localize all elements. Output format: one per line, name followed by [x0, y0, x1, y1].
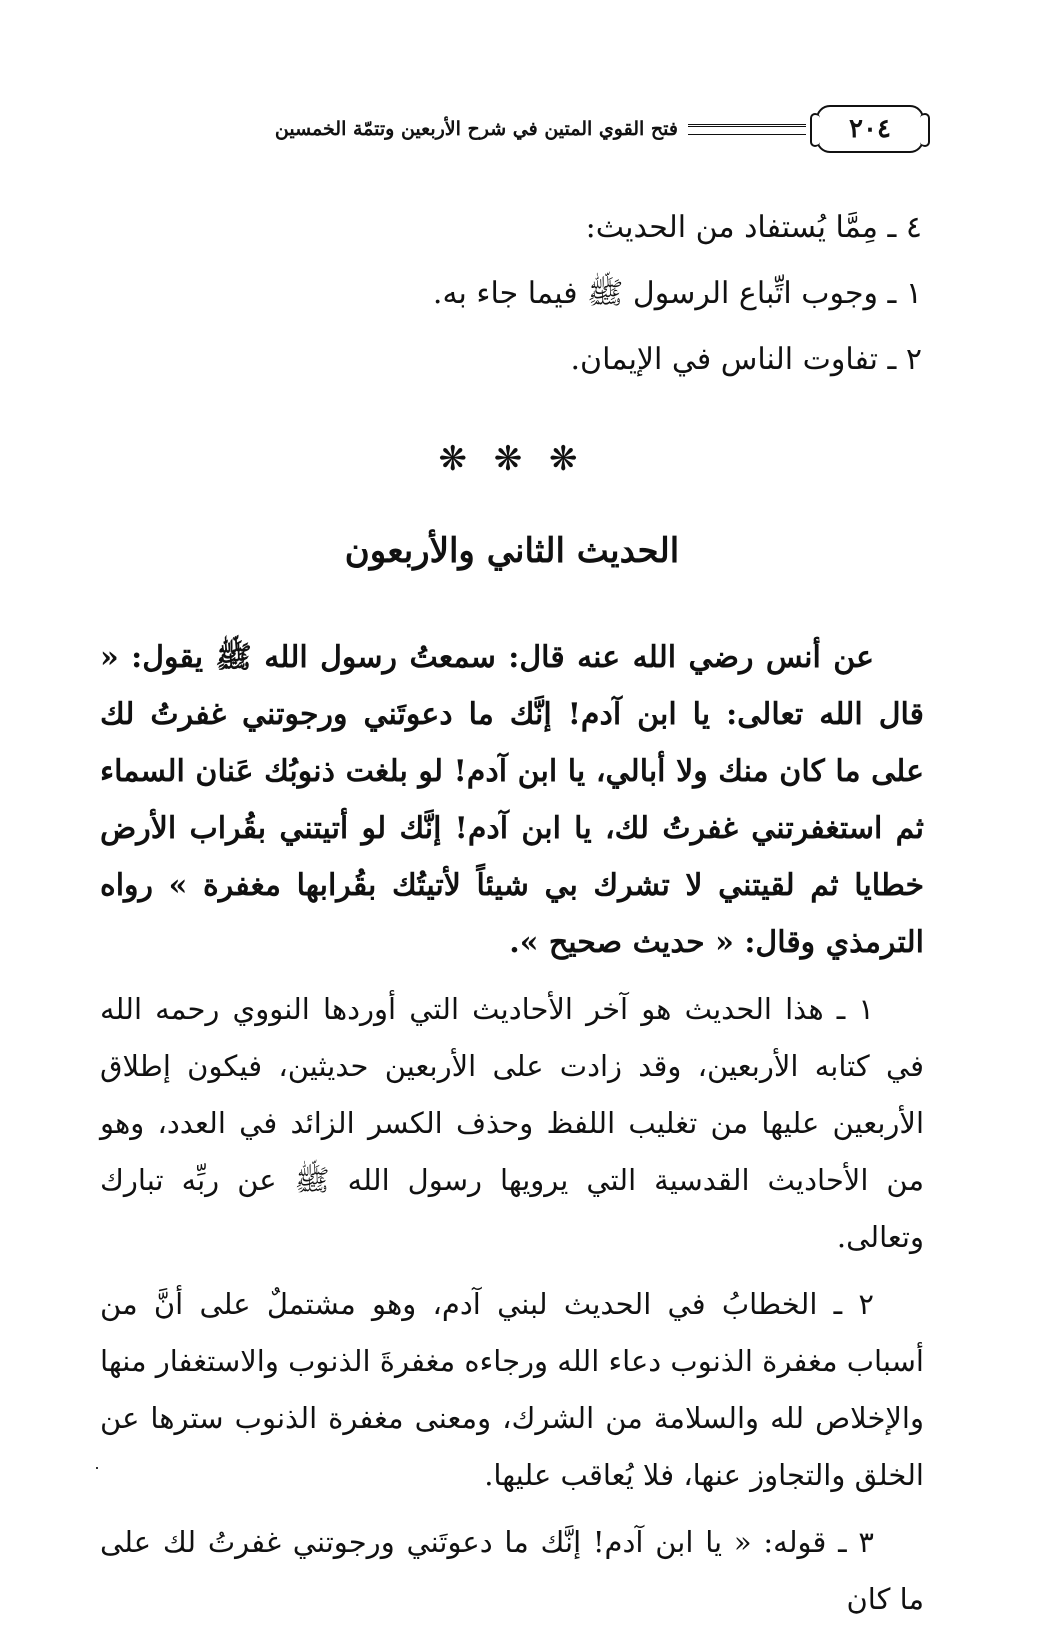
section-title: الحديث الثاني والأربعون	[344, 531, 680, 571]
commentary-paragraph: ١ ـ هذا الحديث هو آخر الأحاديث التي أوردها النووي رحمه الله في كتابه الأربعين، وقد زادت على الأربعين حديثين، فيكون إطلاق الأربعين عليها من تغليب اللفظ وحذف الكسر الزائد في العدد، وهو من الأحاديث القدسية التي يرويها رسول الله ﷺ عن ربِّه تبارك وتعالى.	[100, 992, 925, 1254]
benefit-point: ٢ ـ تفاوت الناس في الإيمان.	[570, 342, 922, 377]
running-header	[96, 100, 924, 158]
hadith-text: عن أنس رضي الله عنه قال: سمعتُ رسول الله ﷺ يقول: « قال الله تعالى: يا ابن آدم! إنَّك ما دعوتَني ورجوتني غفرتُ لك على ما كان منك ولا أبالي، يا ابن آدم! لو بلغت ذنوبُك عَنان السماء ثم استغفرتني غفرتُ لك، يا ابن آدم! إنَّك لو أتيتني بقُراب الأرض خطايا ثم لقيتني لا تشرك بي شيئاً لأتيتُك بقُرابها مغفرة » رواه الترمذي وقال: « حديث صحيح ».	[100, 640, 924, 960]
page-content	[100, 195, 924, 1628]
benefits-heading: ٤ ـ مِمَّا يُستفاد من الحديث:	[585, 210, 922, 245]
book-title: فتح القوي المتين في شرح الأربعين وتتمّة الخمسين	[274, 118, 678, 140]
commentary-paragraph: ٢ ـ الخطابُ في الحديث لبني آدم، وهو مشتملٌ على أنَّ من أسباب مغفرة الذنوب دعاء الله ورجاءه مغفرةَ الذنوب والاستغفار منها والإخلاص لله والسلامة من الشرك، ومعنى مغفرة الذنوب سترها عن الخلق والتجاوز عنها، فلا يُعاقب عليها.	[100, 1287, 924, 1492]
commentary-paragraph: ٣ ـ قوله: « يا ابن آدم! إنَّك ما دعوتَني ورجوتني غفرتُ لك على ما كان	[100, 1525, 924, 1616]
page-number: ٢٠٤	[816, 105, 924, 153]
header-rule	[688, 124, 806, 135]
scan-speck	[96, 1467, 98, 1469]
section-separator: ❋ ❋ ❋	[438, 439, 586, 479]
benefit-point: ١ ـ وجوب اتِّباع الرسول ﷺ فيما جاء به.	[432, 276, 922, 311]
